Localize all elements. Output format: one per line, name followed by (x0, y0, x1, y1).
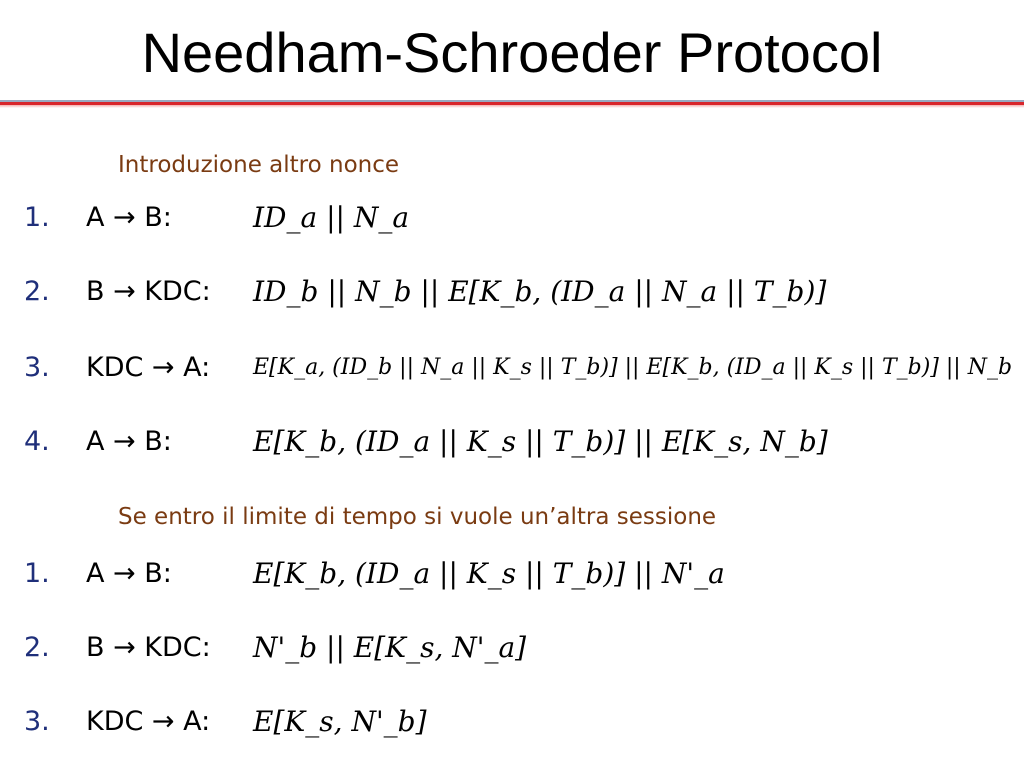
step-row (0, 546, 1024, 602)
step-participants: A → B: (86, 426, 172, 457)
title-divider (0, 100, 1024, 108)
step-participants: A → B: (86, 202, 172, 233)
step-participants: KDC → A: (86, 352, 211, 383)
step-message: ID_b || N_b || E[K_b, (ID_a || N_a || T_b)] (253, 275, 827, 308)
step-row (0, 264, 1024, 320)
step-number: 1. (24, 202, 50, 233)
step-number: 2. (24, 632, 50, 663)
step-number: 2. (24, 276, 50, 307)
step-row (0, 190, 1024, 246)
step-number: 3. (24, 352, 50, 383)
step-message: ID_a || N_a (253, 201, 410, 234)
section-label-new-session: Se entro il limite di tempo si vuole un’altra sessione (118, 504, 717, 530)
step-message: N'_b || E[K_s, N'_a] (253, 631, 527, 664)
step-message: E[K_b, (ID_a || K_s || T_b)] || E[K_s, N_b] (253, 425, 828, 458)
step-participants: KDC → A: (86, 706, 211, 737)
step-row (0, 414, 1024, 470)
step-number: 3. (24, 706, 50, 737)
step-row (0, 694, 1024, 750)
step-participants: A → B: (86, 558, 172, 589)
step-message: E[K_b, (ID_a || K_s || T_b)] || N'_a (253, 557, 725, 590)
step-message: E[K_s, N'_b] (253, 705, 427, 738)
section-label-intro: Introduzione altro nonce (118, 152, 400, 178)
step-message: E[K_a, (ID_b || N_a || K_s || T_b)] || E[K_b, (ID_a || K_s || T_b)] || N_b (253, 355, 1013, 380)
step-row (0, 340, 1024, 396)
step-participants: B → KDC: (86, 276, 211, 307)
step-participants: B → KDC: (86, 632, 211, 663)
slide-title: Needham-Schroeder Protocol (141, 21, 883, 84)
step-row (0, 620, 1024, 676)
step-number: 4. (24, 426, 50, 457)
step-number: 1. (24, 558, 50, 589)
